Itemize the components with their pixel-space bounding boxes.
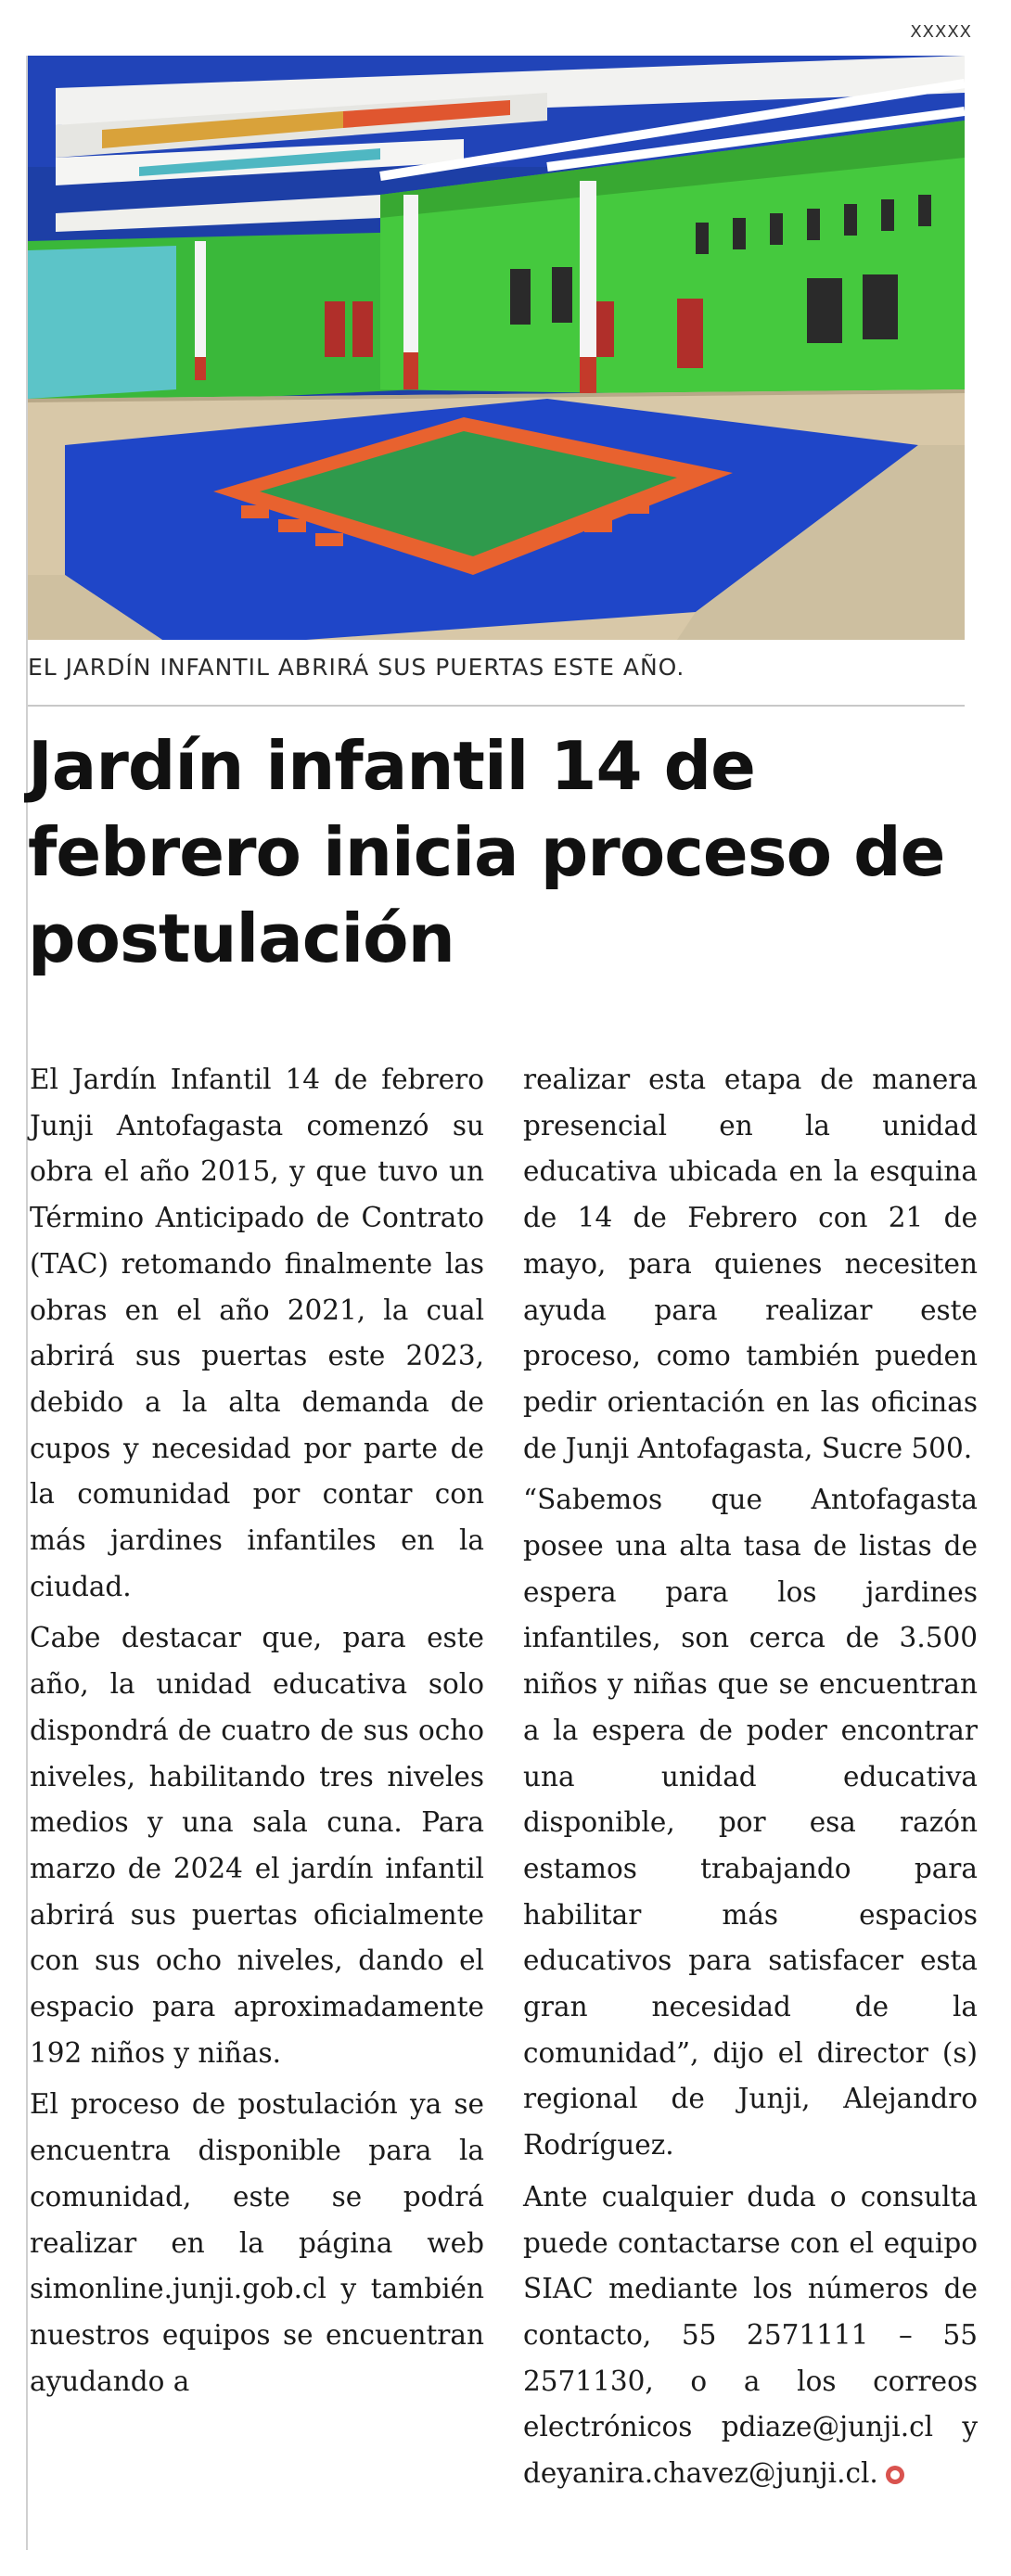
headline-line: postulación: [28, 899, 454, 977]
right-column: [523, 1057, 978, 2503]
headline-line: febrero inicia proceso de: [28, 813, 945, 891]
paragraph: realizar esta etapa de manera presencial en la unidad educativa ubicada en la esquina de 14 de Febrero con 21 de mayo, para quienes necesiten ayuda para realizar este proceso, como también pueden pedir orientación en las oficinas de Junji Antofagasta, Sucre 500.: [523, 1064, 978, 1464]
paragraph: El proceso de postulación ya se encuentra disponible para la comunidad, este se podrá realizar en la página web simonline.junji.gob.cl y también nuestros equipos se encuentran ayudando a: [30, 2088, 484, 2397]
left-column: [30, 1057, 484, 2410]
article-headline: [28, 723, 965, 982]
article-body: [30, 1057, 978, 2541]
paragraph: [523, 2174, 978, 2497]
paragraph: “Sabemos que Antofagasta posee una alta tasa de listas de espera para los jardines infantiles, son cerca de 3.500 niños y niñas que se encuentran a la espera de poder encontrar una unidad educativa disponible, por esa razón estamos trabajando para habilitar más espacios educativos para satisfacer esta gran necesidad de la comunidad”, dijo el director (s) regional de Junji, Alejandro Rodríguez.: [523, 1484, 978, 2162]
paragraph: Cabe destacar que, para este año, la unidad educativa solo dispondrá de cuatro de sus ocho niveles, habilitando tres niveles medios y una sala cuna. Para marzo de 2024 el jardín infantil abrirá sus puertas oficialmente con sus ocho niveles, dando el espacio para aproximadamente 192 niños y niñas.: [30, 1622, 484, 2069]
end-of-article-icon: [886, 2466, 904, 2484]
publication-tag: XXXXX: [910, 22, 972, 42]
photo-caption: EL JARDÍN INFANTIL ABRIRÁ SUS PUERTAS ESTE AÑO.: [28, 654, 685, 681]
caption-divider: [28, 705, 965, 707]
kindergarten-photo: [28, 56, 965, 640]
kindergarten-photo-drawing: [28, 56, 965, 640]
headline-line: Jardín infantil 14 de: [28, 727, 756, 805]
paragraph-text: Ante cualquier duda o consulta puede contactarse con el equipo SIAC mediante los números de contacto, 55 2571111 – 55 2571130, o a los correos electrónicos pdiaze@junji.cl y deyanira.chavez@junji.cl.: [523, 2180, 978, 2490]
paragraph: El Jardín Infantil 14 de febrero Junji Antofagasta comenzó su obra el año 2015, y que tuvo un Término Anticipado de Contrato (TAC) retomando finalmente las obras en el año 2021, la cual abrirá sus puertas este 2023, debido a la alta demanda de cupos y necesidad por parte de la comunidad por contar con más jardines infantiles en la ciudad.: [30, 1064, 484, 1602]
